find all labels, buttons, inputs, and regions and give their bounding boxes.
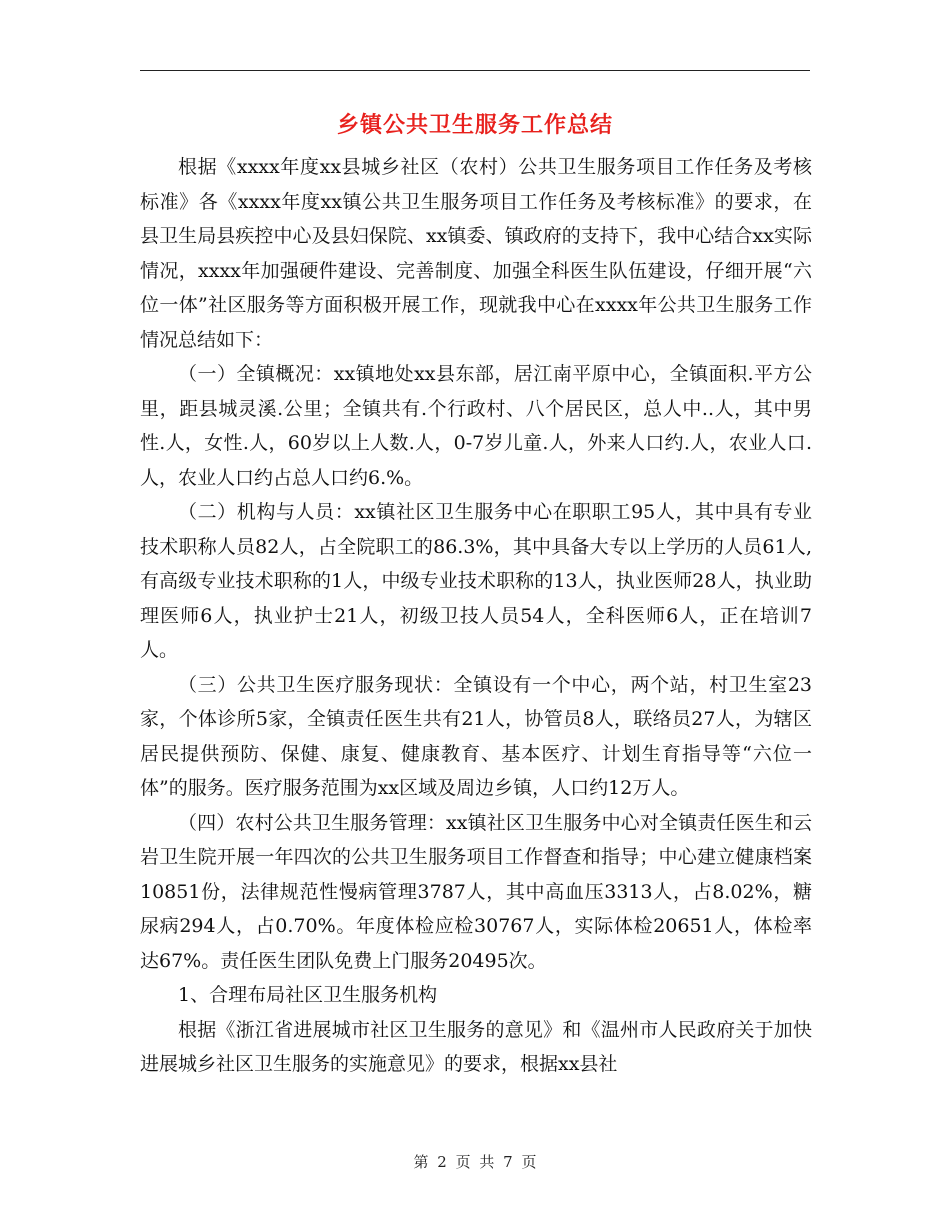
intro-paragraph: 根据《xxxx年度xx县城乡社区（农村）公共卫生服务项目工作任务及考核标准》各《xxxx年度xx镇公共卫生服务项目工作任务及考核标准》的要求，在县卫生局县疾控中心及县妇保院、xx镇委、镇政府的支持下，我中心结合xx实际情况，xxxx年加强硬件建设、完善制度、加强全科医生队伍建设，仔细开展“六位一体”社区服务等方面积极开展工作，现就我中心在xxxx年公共卫生服务工作情况总结如下： — [140, 156, 812, 351]
section-overview-paragraph: （一）全镇概况：xx镇地处xx县东部，居江南平原中心，全镇面积.平方公里，距县城灵溪.公里；全镇共有.个行政村、八个居民区，总人中..人，其中男性.人，女性.人，60岁以上人数.人，0-7岁儿童.人，外来人口约.人，农业人口.人，农业人口约占总人口约6.%。 — [140, 363, 812, 489]
section-services-paragraph: （三）公共卫生医疗服务现状：全镇设有一个中心，两个站，村卫生室23家，个体诊所5家，全镇责任医生共有21人，协管员8人，联络员27人，为辖区居民提供预防、保健、康复、健康教育、基本医疗、计划生育指导等“六位一体”的服务。医疗服务范围为xx区域及周边乡镇，人口约12万人。 — [140, 673, 812, 799]
section-staff-paragraph: （二）机构与人员：xx镇社区卫生服务中心在职职工95人，其中具有专业技术职称人员82人，占全院职工的86.3%，其中具备大专以上学历的人员61人,有高级专业技术职称的1人，中级专业技术职称的13人，执业医师28人，执业助理医师6人，执业护士21人，初级卫技人员54人，全科医师6人，正在培训7人。 — [140, 501, 812, 661]
subheading-layout: 1、合理布局社区卫生服务机构 — [178, 984, 438, 1006]
section-management-paragraph: （四）农村公共卫生服务管理：xx镇社区卫生服务中心对全镇责任医生和云岩卫生院开展一年四次的公共卫生服务项目工作督查和指导；中心建立健康档案10851份，法律规范性慢病管理3787人，其中高血压3313人，占8.02%，糖尿病294人，占0.70%。年度体检应检30767人，实际体检20651人，体检率达67%。责任医生团队免费上门服务20495次。 — [140, 811, 812, 972]
document-title: 乡镇公共卫生服务工作总结 — [336, 112, 613, 138]
layout-paragraph: 根据《浙江省进展城市社区卫生服务的意见》和《温州市人民政府关于加快进展城乡社区卫生服务的实施意见》的要求，根据xx县社 — [140, 1018, 812, 1075]
header-rule — [140, 70, 810, 71]
document-body — [140, 150, 812, 1082]
page-number: 第 2 页 共 7 页 — [413, 1153, 537, 1171]
